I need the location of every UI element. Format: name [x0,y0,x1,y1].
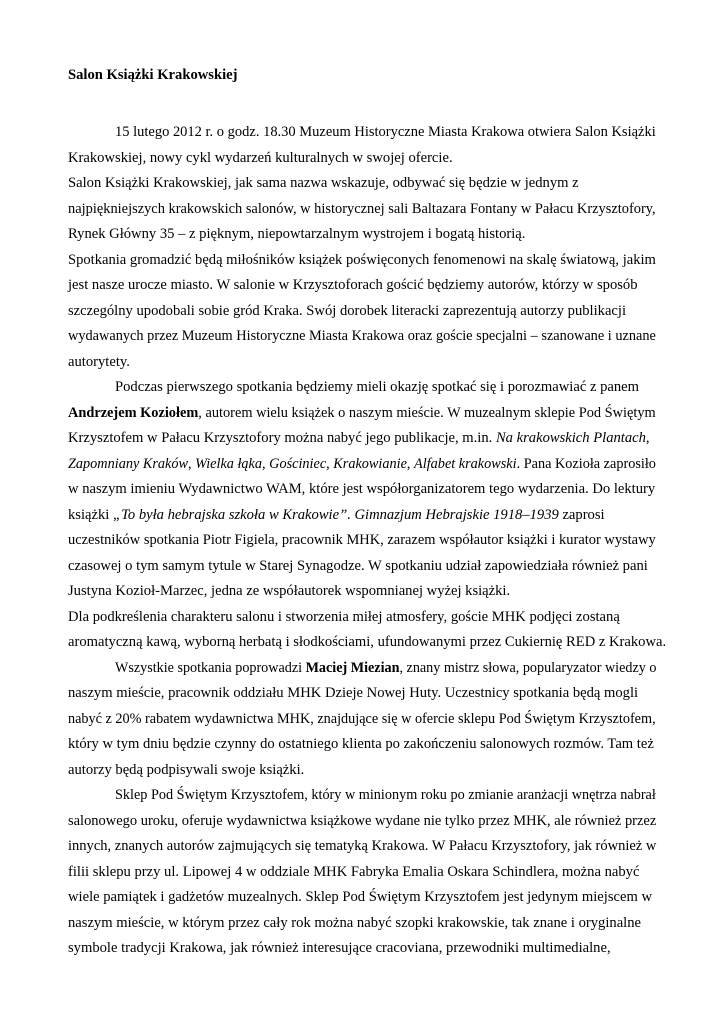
text-line: Justyna Kozioł-Marzec, jedna ze współautorek wspomnianej wyżej książki. [68,583,511,599]
author-name-bold: Andrzejem Koziołem [68,405,199,421]
text-line: naszym mieście, w którym przez cały rok można nabyć szopki krakowskie, tak znane i oryginalne [68,915,642,931]
text-line: Krakowskiej, nowy cykl wydarzeń kulturalnych w swojej ofercie. [68,150,453,166]
text-line: 15 lutego 2012 r. o godz. 18.30 Muzeum Historyczne Miasta Krakowa otwiera Salon Książki [115,124,656,140]
text-line: aromatyczną kawą, wyborną herbatą i słodkościami, ufundowanymi przez Cukiernię RED z Krakowa. [68,634,667,650]
text-line: który w tym dniu będzie czynny do ostatniego klienta po zakończeniu salonowych rozmów. Tam też [68,736,654,752]
book-title: Wielka łąka [195,456,263,472]
text-line: Dla podkreślenia charakteru salonu i stworzenia miłej atmosfery, goście MHK podjęci zostaną [68,609,620,625]
text-line: nabyć z 20% rabatem wydawnictwa MHK, znajdujące się w ofercie sklepu Pod Świętym Krzysztofem, [68,711,656,727]
text-line: Spotkania gromadzić będą miłośników książek poświęconych fenomenowi na skalę światową, jakim [68,252,656,268]
text-line: uczestników spotkania Piotr Figiela, pracownik MHK, zarazem współautor książki i kurator wystawy [68,532,656,548]
text-line: Podczas pierwszego spotkania będziemy mieli okazję spotkać się i porozmawiać z panem [115,379,639,395]
text-line: autorytety. [68,354,130,370]
text-line: w naszym imieniu Wydawnictwo WAM, które jest współorganizatorem tego wydarzenia. Do lektury [68,481,656,497]
text-line: wiele pamiątek i gadżetów muzealnych. Sklep Pod Świętym Krzysztofem jest jedynym miejscem w [68,889,653,905]
book-title: „To była hebrajska szkoła w Krakowie”. Gimnazjum Hebrajskie 1918–1939 [113,507,559,523]
text-line: książki „To była hebrajska szkoła w Krakowie”. Gimnazjum Hebrajskie 1918–1939 zaprosi [68,507,605,523]
text-line: filii sklepu przy ul. Lipowej 4 w oddziale MHK Fabryka Emalia Oskara Schindlera, można nabyć [68,864,640,880]
text-line: autorzy będą podpisywali swoje książki. [68,762,305,778]
text-line: Rynek Główny 35 – z pięknym, niepowtarzalnym wystrojem i bogatą historią. [68,226,526,242]
text-line: wydawanych przez Muzeum Historyczne Miasta Krakowa oraz goście specjalni – szanowane i uznane [68,328,656,344]
text-line: jest nasze urocze miasto. W salonie w Krzysztoforach gościć będziemy autorów, którzy w sposób [68,277,638,293]
book-title: Zapomniany Kraków [68,456,188,472]
book-title: Gościniec [269,456,327,472]
host-name-bold: Maciej Miezian [305,660,400,676]
text-line: Andrzejem Koziołem, autorem wielu książek o naszym mieście. W muzealnym sklepie Pod Świętym [68,405,656,421]
text-line: Salon Książki Krakowskiej, jak sama nazwa wskazuje, odbywać się będzie w jednym z [68,175,579,191]
text-line: naszym mieście, pracownik oddziału MHK Dzieje Nowej Huty. Uczestnicy spotkania będą mogli [68,685,639,701]
text-line: Zapomniany Kraków, Wielka łąka, Gościniec, Krakowianie, Alfabet krakowski. Pana Kozioła zaprosiło [68,456,656,472]
text-line: czasowej o tym samym tytule w Starej Synagodze. W spotkaniu udział zapowiedziała również pani [68,558,648,574]
text-line: innych, znanych autorów zajmujących się tematyką Krakowa. W Pałacu Krzysztofory, jak również w [68,838,657,854]
document-title: Salon Książki Krakowskiej [68,67,238,83]
text-line: Wszystkie spotkania poprowadzi Maciej Miezian, znany mistrz słowa, popularyzator wiedzy o [115,660,657,676]
text-line: szczególny upodobali sobie gród Kraka. Swój dorobek literacki zaprezentują autorzy publikacji [68,303,627,319]
book-title: Na krakowskich Plantach [495,430,646,446]
text-line: najpiękniejszych krakowskich salonów, w historycznej sali Baltazara Fontany w Pałacu Krzysztofory, [68,201,656,217]
text-line: Sklep Pod Świętym Krzysztofem, który w minionym roku po zmianie aranżacji wnętrza nabrał [115,787,656,803]
text-line: symbole tradycji Krakowa, jak również interesujące cracoviana, przewodniki multimedialne, [68,940,611,956]
text-line: salonowego uroku, oferuje wydawnictwa książkowe wydane nie tylko przez MHK, ale również przez [68,813,657,829]
book-title: Alfabet krakowski [414,456,517,472]
book-title: Krakowianie [333,456,407,472]
text-line: Krzysztofem w Pałacu Krzysztofory można nabyć jego publikacje, m.in. Na krakowskich Plantach, [68,430,650,446]
